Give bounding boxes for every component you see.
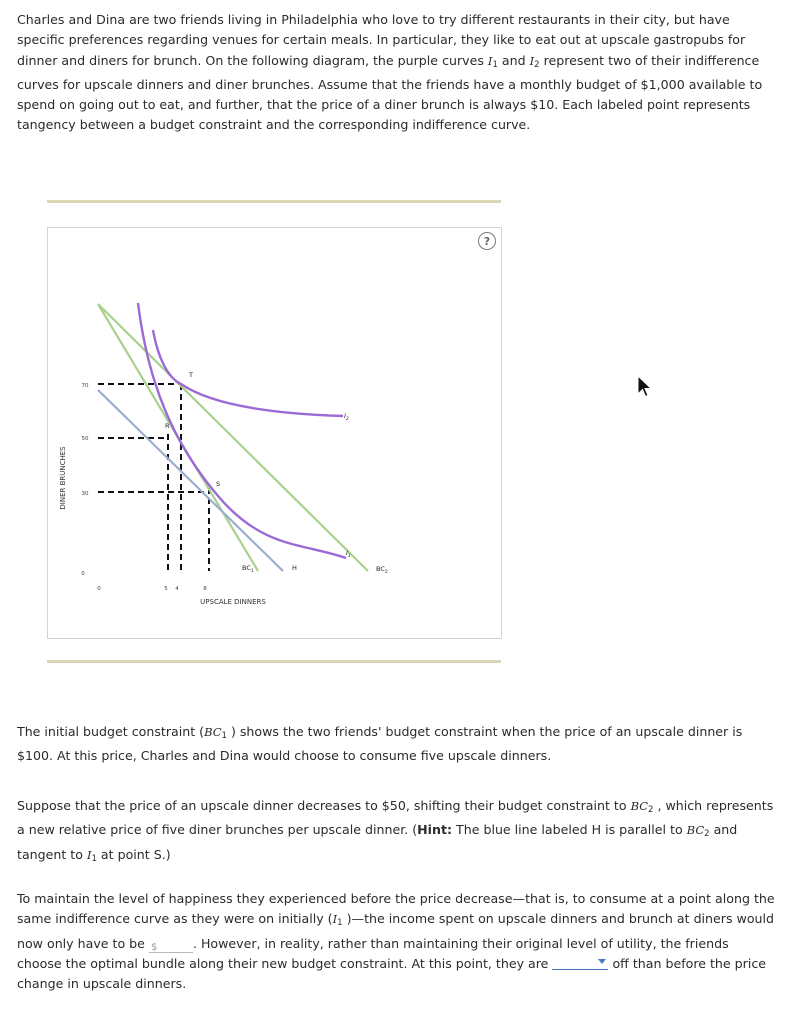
x-tick-5: 5 bbox=[164, 586, 168, 592]
income-answer-input[interactable]: $ bbox=[149, 938, 193, 953]
help-icon[interactable]: ? bbox=[478, 232, 496, 250]
question-paragraph-2: Suppose that the price of an upscale dinner decreases to $50, shifting their budget constraint to $BC_2$ , which represents a new relative price of five diner brunches per upscale dinner. (Hint: The blue line labeled H is parallel to $BC_2$ and tangent to $I_1$ at point S.) bbox=[17, 798, 774, 864]
curve-i1-label: $I_1$ bbox=[346, 549, 351, 559]
bc1-label: $BC_1$ bbox=[242, 564, 254, 574]
indifference-diagram bbox=[48, 228, 501, 638]
diagram-panel bbox=[47, 227, 502, 639]
point-r-label: R bbox=[165, 422, 170, 430]
curve-i2-label: $I_2$ bbox=[344, 412, 349, 422]
dashed-guides bbox=[98, 384, 209, 571]
point-h-label: H bbox=[292, 564, 297, 572]
x-tick-4: 4 bbox=[175, 586, 179, 592]
y-tick-50: 50 bbox=[81, 436, 89, 442]
x-tick-8: 8 bbox=[203, 586, 207, 592]
point-s-label: S bbox=[216, 480, 221, 488]
mouse-pointer-icon bbox=[637, 375, 653, 399]
y-axis-label: DINER BRUNCHES bbox=[59, 446, 67, 510]
divider-top bbox=[47, 200, 501, 203]
x-axis-label: UPSCALE DINNERS bbox=[200, 598, 266, 606]
better-worse-dropdown[interactable] bbox=[552, 955, 608, 970]
y-tick-70: 70 bbox=[81, 383, 89, 389]
parallel-line-h bbox=[98, 390, 283, 571]
intro-paragraph: Charles and Dina are two friends living in Philadelphia who love to try different restaurants in their city, but have specific preferences regarding venues for certain meals. In particular, they like to eat out at upscale gastropubs for dinner and diners for brunch. On the following diagram, the purple curves $I_1$ and $I_2$ represent two of their indifference curves for upscale dinners and diner brunches. Assume that the friends have a monthly budget of $1,000 available to spend on going out to eat, and further, that the price of a diner brunch is always $10. Each labeled point represents tangency between a budget constraint and the corresponding indifference curve. bbox=[17, 12, 763, 133]
divider-bottom bbox=[47, 660, 501, 663]
y-tick-0: 0 bbox=[81, 571, 85, 577]
question-paragraph-3: To maintain the level of happiness they experienced before the price decrease—that is, to consume at a point along the same indifference curve as they were on initially ($I_1$ )—the income spent on upscale dinners and brunch at diners would now only have to be $ . However, in reality, rather than maintaining their original level of utility, the friends choose the optimal bundle along their new budget constraint. At this point, they are off than before the price change in upscale dinners. bbox=[17, 891, 775, 992]
question-paragraph-1: The initial budget constraint ($BC_1$ ) shows the two friends' budget constraint when the price of an upscale dinner is $100. At this price, Charles and Dina would choose to consume five upscale dinners. bbox=[17, 724, 743, 764]
bc2-label: $BC_2$ bbox=[376, 565, 388, 575]
y-tick-30: 30 bbox=[81, 491, 89, 497]
chevron-down-icon bbox=[598, 959, 606, 964]
x-tick-0: 0 bbox=[97, 586, 101, 592]
indifference-curve-i2 bbox=[153, 330, 343, 416]
point-t-label: T bbox=[189, 371, 193, 379]
